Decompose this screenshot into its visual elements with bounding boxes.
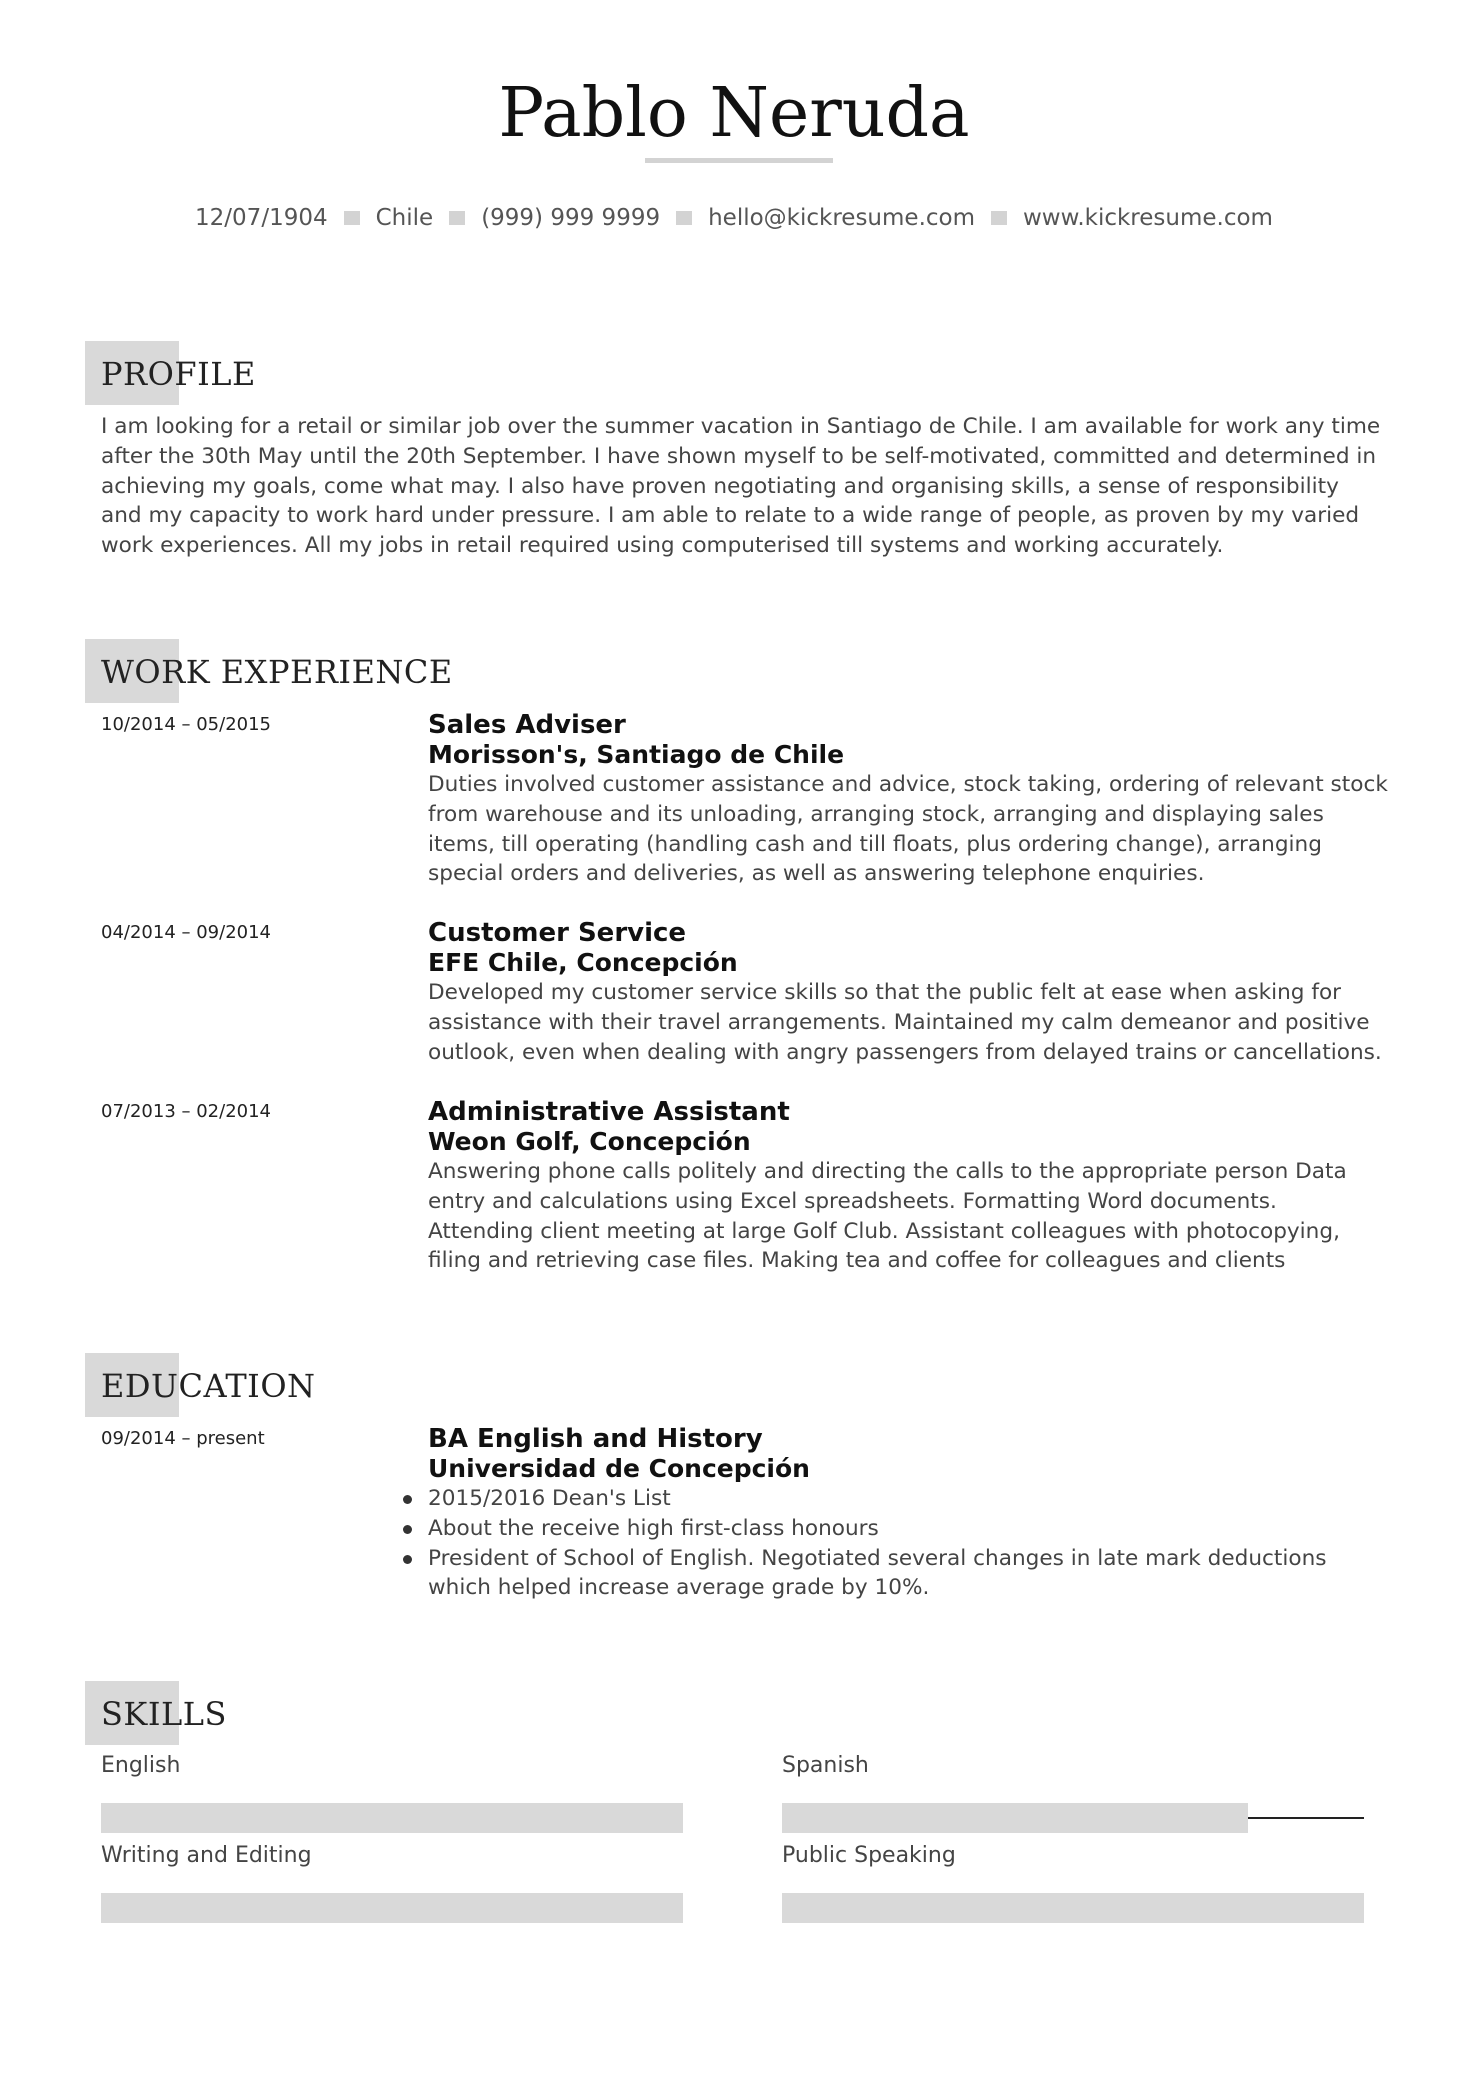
list-item: President of School of English. Negotiated several changes in late mark deductions which helped increase average grade by 10%. bbox=[428, 1544, 1388, 1604]
school: Universidad de Concepción bbox=[428, 1454, 810, 1483]
education-highlights bbox=[428, 1484, 1388, 1603]
skill-level-fill bbox=[101, 1893, 683, 1923]
job-title: Sales Adviser bbox=[428, 710, 626, 740]
entry-date: 04/2014 – 09/2014 bbox=[101, 922, 271, 943]
skill-level-bar bbox=[782, 1803, 1364, 1833]
skill-level-fill bbox=[101, 1803, 683, 1833]
skill-level-fill bbox=[782, 1893, 1364, 1923]
country: Chile bbox=[375, 205, 434, 231]
section-title: PROFILE bbox=[101, 355, 256, 393]
skill-level-fill bbox=[782, 1803, 1248, 1833]
skill-level-bar bbox=[782, 1893, 1364, 1923]
job-description: Answering phone calls politely and directing the calls to the appropriate person Data entry and calculations using Excel spreadsheets. Formatting Word documents. Attending client meeting at large Golf Club. Assistant colleagues with photocopying, filing and retrieving case files. Making tea and coffee for colleagues and clients bbox=[428, 1159, 1347, 1274]
list-item: About the receive high first-class honours bbox=[428, 1514, 1388, 1544]
separator-square-icon bbox=[344, 211, 360, 225]
skill-level-remainder bbox=[1248, 1817, 1364, 1819]
job-title: Customer Service bbox=[428, 918, 687, 948]
section-title: EDUCATION bbox=[101, 1367, 316, 1405]
contact-bar bbox=[0, 205, 1468, 231]
website-link[interactable]: www.kickresume.com bbox=[1023, 205, 1273, 231]
name-underline bbox=[645, 158, 833, 163]
separator-square-icon bbox=[676, 211, 692, 225]
job-description: Developed my customer service skills so that the public felt at ease when asking for assistance with their travel arrangements. Maintained my calm demeanor and positive outlook, even when dealing with angry passengers from delayed trains or cancellations. bbox=[428, 980, 1382, 1065]
list-item: 2015/2016 Dean's List bbox=[428, 1484, 1388, 1514]
skill-level-bar bbox=[101, 1893, 683, 1923]
skill-name: English bbox=[101, 1753, 181, 1778]
skill-name: Public Speaking bbox=[782, 1843, 956, 1868]
entry-date: 10/2014 – 05/2015 bbox=[101, 714, 271, 735]
candidate-name: Pablo Neruda bbox=[498, 74, 970, 153]
skill-level-bar bbox=[101, 1803, 683, 1833]
separator-square-icon bbox=[449, 211, 465, 225]
skill-name: Spanish bbox=[782, 1753, 869, 1778]
employer: EFE Chile, Concepción bbox=[428, 948, 738, 977]
job-description: Duties involved customer assistance and advice, stock taking, ordering of relevant stock from warehouse and its unloading, arranging stock, arranging and displaying sales items, till operating (handling cash and till floats, plus ordering change), arranging special orders and deliveries, as well as answering telephone enquiries. bbox=[428, 772, 1388, 887]
job-title: Administrative Assistant bbox=[428, 1097, 790, 1127]
profile-text: I am looking for a retail or similar job over the summer vacation in Santiago de Chile. I am available for work any time after the 30th May until the 20th September. I have shown myself to be self-motivated, committed and determined in achieving my goals, come what may. I also have proven negotiating and organising skills, a sense of responsibility and my capacity to work hard under pressure. I am able to relate to a wide range of people, as proven by my varied work experiences. All my jobs in retail required using computerised till systems and working accurately. bbox=[101, 414, 1381, 559]
skill-name: Writing and Editing bbox=[101, 1843, 312, 1868]
employer: Weon Golf, Concepción bbox=[428, 1127, 751, 1156]
section-title: SKILLS bbox=[101, 1695, 227, 1733]
phone-number: (999) 999 9999 bbox=[481, 205, 661, 231]
section-title: WORK EXPERIENCE bbox=[101, 653, 453, 691]
degree: BA English and History bbox=[428, 1424, 763, 1454]
entry-date: 07/2013 – 02/2014 bbox=[101, 1101, 271, 1122]
email-link[interactable]: hello@kickresume.com bbox=[708, 205, 975, 231]
separator-square-icon bbox=[991, 211, 1007, 225]
employer: Morisson's, Santiago de Chile bbox=[428, 740, 845, 769]
entry-date: 09/2014 – present bbox=[101, 1428, 265, 1449]
birth-date: 12/07/1904 bbox=[195, 205, 328, 231]
